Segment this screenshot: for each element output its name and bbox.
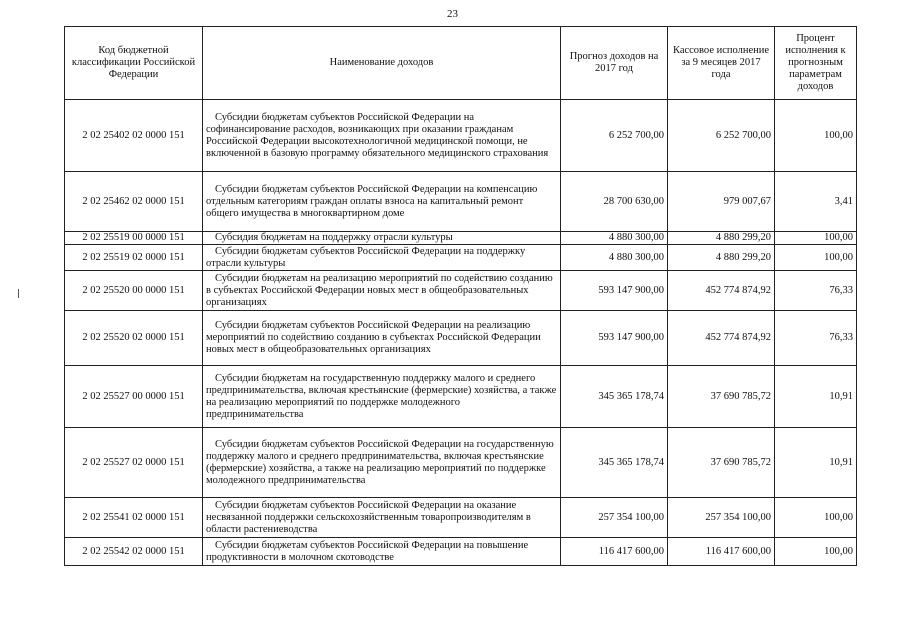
table-row [65, 428, 857, 498]
row-code: 2 02 25527 02 0000 151 [65, 428, 203, 498]
row-name: Субсидии бюджетам на реализацию мероприятий по содействию созданию в субъектах Российской Федерации новых мест в общеобразовательных организациях [203, 271, 561, 311]
row-name: Субсидии бюджетам субъектов Российской Федерации на компенсацию отдельным категориям граждан оплаты взноса на капитальный ремонт общего имущества в многоквартирном доме [203, 172, 561, 232]
row-percent: 3,41 [775, 172, 857, 232]
header-forecast: Прогноз доходов на 2017 год [561, 27, 668, 100]
row-executed: 452 774 874,92 [668, 311, 775, 366]
row-code: 2 02 25519 02 0000 151 [65, 245, 203, 271]
table-row [65, 366, 857, 428]
header-percent: Процент исполнения к прогнозным параметрам доходов [775, 27, 857, 100]
table-row [65, 538, 857, 566]
row-percent: 10,91 [775, 366, 857, 428]
row-forecast: 116 417 600,00 [561, 538, 668, 566]
row-percent: 100,00 [775, 245, 857, 271]
row-code: 2 02 25541 02 0000 151 [65, 498, 203, 538]
row-forecast: 345 365 178,74 [561, 428, 668, 498]
row-name: Субсидии бюджетам субъектов Российской Федерации на софинансирование расходов, возникающих при оказании гражданам Российской Федерации высокотехнологичной медицинской помощи, не включенной в базовую программу обязательного медицинского страхования [203, 100, 561, 172]
row-executed: 452 774 874,92 [668, 271, 775, 311]
row-name: Субсидии бюджетам субъектов Российской Федерации на государственную поддержку малого и среднего предпринимательства, включая крестьянские (фермерские) хозяйства, а также на реализацию мероприятий по поддержке молодежного предпринимательства [203, 428, 561, 498]
row-code: 2 02 25462 02 0000 151 [65, 172, 203, 232]
row-forecast: 593 147 900,00 [561, 311, 668, 366]
row-percent: 100,00 [775, 498, 857, 538]
row-name: Субсидия бюджетам на поддержку отрасли культуры [203, 232, 561, 245]
row-executed: 257 354 100,00 [668, 498, 775, 538]
table-row [65, 311, 857, 366]
row-code: 2 02 25519 00 0000 151 [65, 232, 203, 245]
row-code: 2 02 25527 00 0000 151 [65, 366, 203, 428]
row-forecast: 593 147 900,00 [561, 271, 668, 311]
row-name: Субсидии бюджетам субъектов Российской Федерации на реализацию мероприятий по содействию созданию в субъектах Российской Федерации новых мест в общеобразовательных организациях [203, 311, 561, 366]
revenue-table [64, 26, 857, 566]
table-row [65, 498, 857, 538]
row-code: 2 02 25542 02 0000 151 [65, 538, 203, 566]
row-forecast: 345 365 178,74 [561, 366, 668, 428]
row-percent: 100,00 [775, 538, 857, 566]
row-executed: 37 690 785,72 [668, 428, 775, 498]
row-percent: 100,00 [775, 100, 857, 172]
table-header-row [65, 27, 857, 100]
table-row [65, 232, 857, 245]
row-percent: 76,33 [775, 271, 857, 311]
table-row [65, 100, 857, 172]
header-executed: Кассовое исполнение за 9 месяцев 2017 года [668, 27, 775, 100]
row-executed: 6 252 700,00 [668, 100, 775, 172]
row-name: Субсидии бюджетам субъектов Российской Федерации на оказание несвязанной поддержки сельскохозяйственным товаропроизводителям в области растениеводства [203, 498, 561, 538]
header-code: Код бюджетной классификации Российской Федерации [65, 27, 203, 100]
row-forecast: 6 252 700,00 [561, 100, 668, 172]
row-percent: 10,91 [775, 428, 857, 498]
row-code: 2 02 25520 00 0000 151 [65, 271, 203, 311]
row-name: Субсидии бюджетам на государственную поддержку малого и среднего предпринимательства, включая крестьянские (фермерские) хозяйства, а также на реализацию мероприятий по поддержке молодежного предпринимательства [203, 366, 561, 428]
row-executed: 4 880 299,20 [668, 245, 775, 271]
row-code: 2 02 25402 02 0000 151 [65, 100, 203, 172]
row-executed: 4 880 299,20 [668, 232, 775, 245]
row-forecast: 4 880 300,00 [561, 232, 668, 245]
row-name: Субсидии бюджетам субъектов Российской Федерации на поддержку отрасли культуры [203, 245, 561, 271]
row-percent: 76,33 [775, 311, 857, 366]
margin-mark [18, 289, 19, 298]
page-number: 23 [447, 8, 458, 20]
row-forecast: 4 880 300,00 [561, 245, 668, 271]
table-row [65, 271, 857, 311]
table-row [65, 172, 857, 232]
row-name: Субсидии бюджетам субъектов Российской Федерации на повышение продуктивности в молочном скотоводстве [203, 538, 561, 566]
row-executed: 37 690 785,72 [668, 366, 775, 428]
table-row [65, 245, 857, 271]
row-code: 2 02 25520 02 0000 151 [65, 311, 203, 366]
header-name: Наименование доходов [203, 27, 561, 100]
row-forecast: 28 700 630,00 [561, 172, 668, 232]
row-percent: 100,00 [775, 232, 857, 245]
row-executed: 979 007,67 [668, 172, 775, 232]
row-executed: 116 417 600,00 [668, 538, 775, 566]
row-forecast: 257 354 100,00 [561, 498, 668, 538]
